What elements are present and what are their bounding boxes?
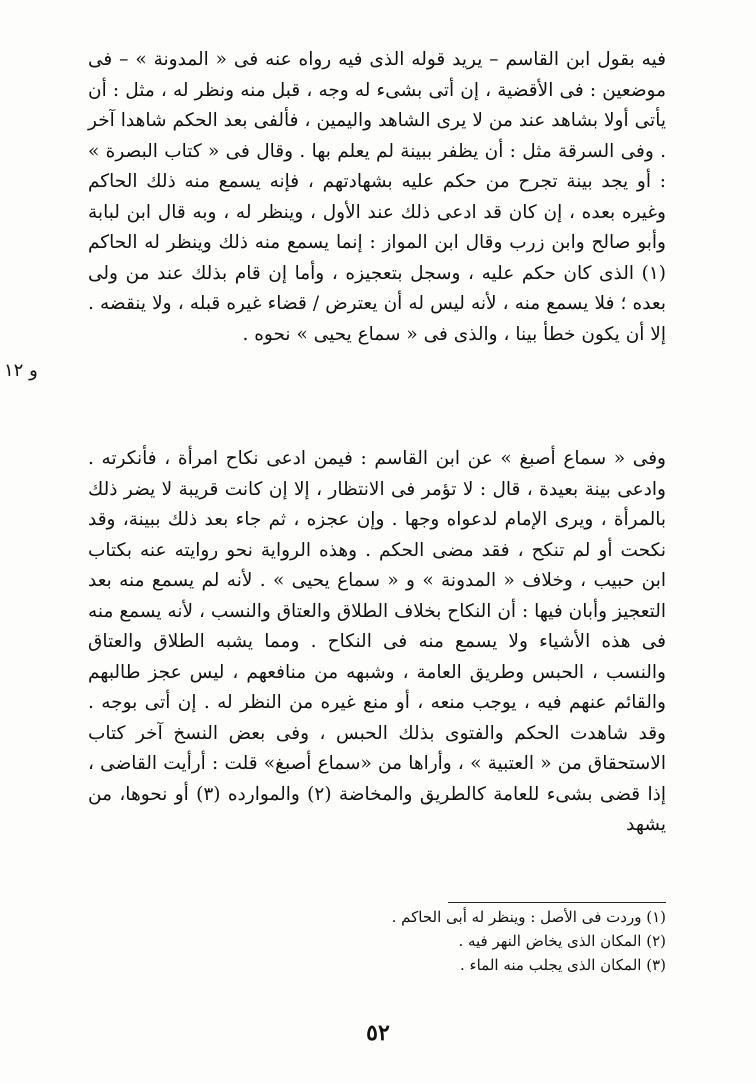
footnotes (88, 905, 666, 977)
footnote-3: (٣) المكان الذى يجلب منه الماء . (460, 956, 666, 974)
footnote-separator (448, 902, 666, 903)
margin-folio-reference: و ١٢ (4, 360, 38, 381)
page-number: ٥٢ (366, 1020, 390, 1046)
body-paragraph-2: وفى « سماع أصبغ » عن ابن القاسم : فيمن ادعى نكاح امرأة ، فأنكرته . وادعى بينة بعيدة ، قال : لا تؤمر فى الانتظار ، إلا إن كانت قريبة لا يضر ذلك بالمرأة ، ويرى الإمام لدعواه وجها . وإن عجزه ، ثم جاء بعد ذلك ببينة، وقد نكحت أو لم تنكح ، فقد مضى الحكم . وهذه الرواية نحو روايته عنه بكتاب ابن حبيب ، وخلاف « المدونة » و « سماع يحيى » . لأنه لم يسمع منه بعد التعجيز وأبان فيها : أن النكاح بخلاف الطلاق والعتاق والنسب ، لأنه يسمع منه فى هذه الأشياء ولا يسمع منه فى النكاح . ومما يشبه الطلاق والعتاق والنسب ، الحبس وطريق العامة ، وشبهه من منافعهم ، ليس عجز طالبهم والقائم عنهم فيه ، يوجب منعه ، أو منع غيره من النظر له . إن أتى بوجه . وقد شاهدت الحكم والفتوى بذلك الحبس ، وفى بعض النسخ آخر كتاب الاستحقاق من « العتبية » ، وأراها من «سماع أصبغ» قلت : أرأيت القاضى ، إذا قضى بشىء للعامة كالطريق والمخاضة (٢) والموارده (٣) أو نحوها، من يشهد (88, 448, 666, 835)
body-paragraph-1: فيه بقول ابن القاسم – يريد قوله الذى فيه رواه عنه فى « المدونة » – فى موضعين : فى الأقضية ، إن أتى بشىء له وجه ، قبل منه ونظر له ، مثل : أن يأتى أولا بشاهد عند من لا يرى الشاهد واليمين ، فألفى بعد الحكم شاهدا آخر . وفى السرقة مثل : أن يظفر ببينة لم يعلم بها . وقال فى « كتاب البصرة » : أو يجد بينة تجرح من حكم عليه بشهادتهم ، فإنه يسمع منه ذلك الحاكم وغيره بعده ، إن كان قد ادعى ذلك عند الأول ، وينظر له ، وبه قال ابن لبابة وأبو صالح وابن زرب وقال ابن المواز : إنما يسمع منه ذلك وينظر له الحاكم (١) الذى كان حكم عليه ، وسجل بتعجيزه ، وأما إن قام بذلك عند من ولى بعده ؛ فلا يسمع منه ، لأنه ليس له أن يعترض / قضاء غيره قبله ، ولا ينقضه . إلا أن يكون خطأ بينا ، والذى فى « سماع يحيى » نحوه . (88, 49, 666, 345)
footnote-1: (١) وردت فى الأصل : وينظر له أبى الحاكم . (391, 908, 666, 926)
footnote-2: (٢) المكان الذى يخاض النهر فيه . (458, 932, 666, 950)
